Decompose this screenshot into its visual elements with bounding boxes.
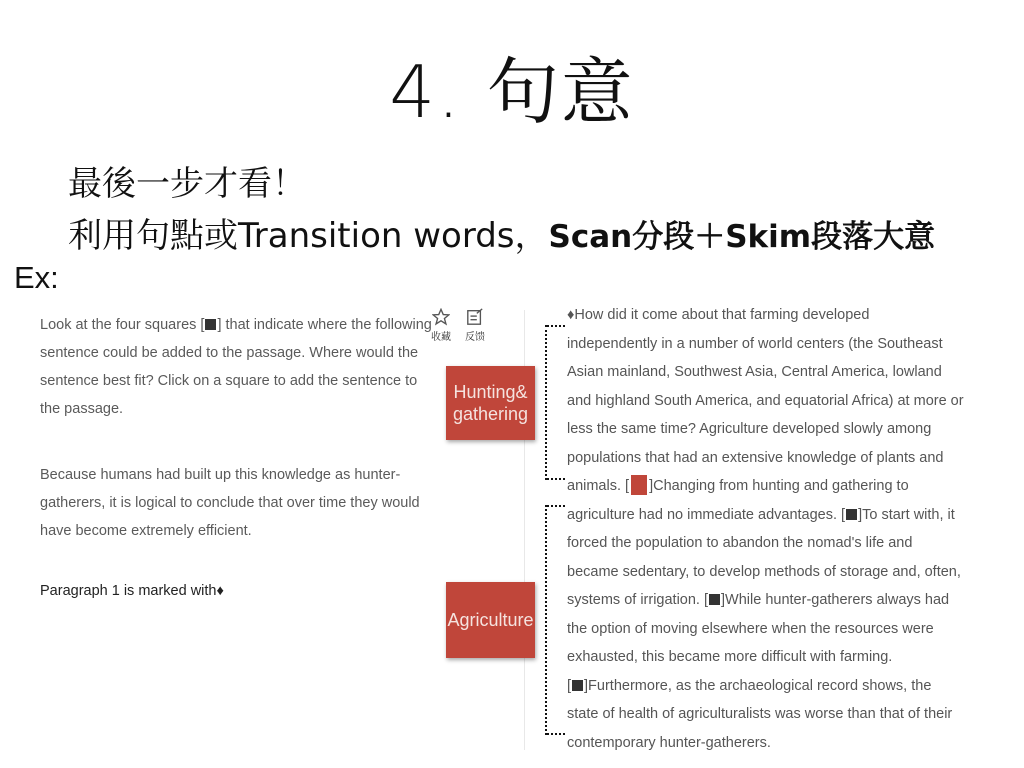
bracket-paragraph-1: [545, 325, 547, 480]
question-panel: [40, 311, 435, 545]
edit-note-icon: [460, 308, 490, 331]
star-outline-icon: [426, 308, 456, 331]
insert-square-4[interactable]: [572, 680, 583, 691]
paragraph-note: Paragraph 1 is marked with♦: [40, 583, 224, 599]
reading-passage: [567, 301, 987, 757]
passage-line: contemporary hunter-gatherers.: [567, 734, 771, 751]
passage-line: Asian mainland, Southwest Asia, Central America, lowland: [567, 364, 942, 380]
passage-line: exhausted, this became more difficult with farming.: [567, 649, 893, 665]
insert-sentence: Because humans had built up this knowledge as hunter-gatherers, it is logical to conclude that over time they would have become extremely efficient.: [40, 467, 420, 539]
passage-line: [ ]Furthermore, as the archaeological record shows, the: [567, 677, 932, 694]
tip-line-2-bold: Scan分段＋Skim段落大意: [548, 219, 936, 255]
passage-line: agriculture had no immediate advantages. [ ]To start with, it: [567, 506, 955, 523]
example-label: Ex:: [14, 260, 59, 295]
bookmark-label: 收藏: [431, 332, 451, 343]
passage-line: independently in a number of world centers (the Southeast: [567, 335, 943, 352]
tip-line-1: 最後一步才看！: [68, 164, 306, 204]
passage-line: state of health of agriculturalists was worse than that of their: [567, 706, 953, 722]
passage-line: forced the population to abandon the nomad's life and: [567, 535, 913, 551]
hunting-gathering-label: Hunting& gathering: [446, 366, 535, 440]
passage-line: animals. [ ]Changing from hunting and gathering to: [567, 472, 987, 501]
passage-line: less the same time? Agriculture developed slowly among: [567, 421, 932, 437]
bracket-paragraph-2: [545, 505, 547, 735]
insert-square-1-highlighted[interactable]: [631, 475, 647, 495]
passage-line: ♦How did it come about that farming developed: [567, 307, 870, 323]
passage-line: the option of moving elsewhere when the resources were: [567, 620, 934, 637]
tip-line-2: [68, 208, 935, 257]
square-marker-icon: [205, 319, 216, 330]
insert-square-2[interactable]: [846, 509, 857, 520]
passage-line: systems of irrigation. [ ]While hunter-gatherers always had: [567, 592, 950, 608]
question-instruction: Look at the four squares [ ] that indicate where the following sentence could be added to the passage. Where would the sentence best fit? Click on a square to add the sentence to the passage.: [40, 317, 432, 417]
tip-line-2-prefix: 利用句點或Transition words，: [68, 216, 549, 256]
slide-title: 4. 句意: [389, 50, 635, 134]
agriculture-label: Agriculture: [446, 582, 535, 658]
feedback-button[interactable]: [460, 308, 490, 345]
bookmark-button[interactable]: [426, 308, 456, 345]
toolbar: [426, 308, 496, 348]
feedback-label: 反馈: [465, 332, 485, 343]
passage-line: became sedentary, to develop methods of storage and, often,: [567, 563, 961, 580]
passage-line: populations that had an extensive knowledge of plants and: [567, 449, 944, 466]
passage-line: and highland South America, and equatorial Africa) at more or: [567, 392, 964, 409]
insert-square-3[interactable]: [709, 594, 720, 605]
